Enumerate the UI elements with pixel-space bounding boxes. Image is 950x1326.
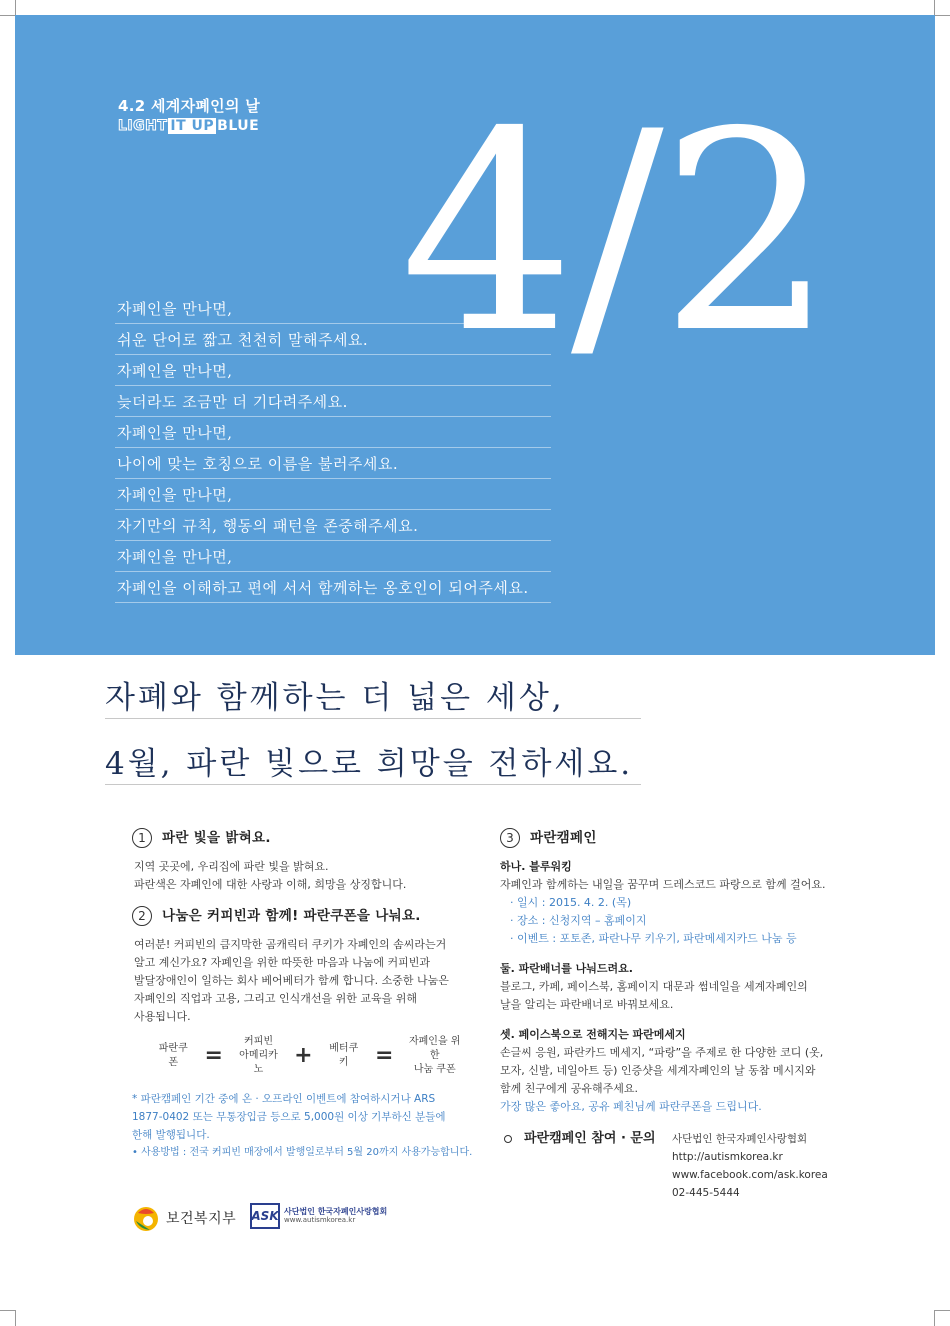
brand-it-up: IT UP <box>170 118 215 134</box>
crop-mark <box>934 1310 950 1311</box>
brand-light: LIGHT <box>118 118 168 134</box>
plus-sign: + <box>294 1043 313 1068</box>
section-number: 2 <box>132 906 152 926</box>
mohw-logo <box>132 1203 236 1233</box>
handwritten-line: 나이에 맞는 호칭으로 이름을 불러주세요. <box>115 448 551 479</box>
formula-cookie: 베터쿠키 <box>329 1043 359 1068</box>
right-column <box>500 826 830 1202</box>
handwritten-line: 늦더라도 조금만 더 기다려주세요. <box>115 386 551 417</box>
coupon-highlight: 가장 많은 좋아요, 공유 페친님께 파란쿠폰을 드립니다. <box>500 1100 762 1113</box>
sub-heading: 셋. 페이스북으로 전해지는 파란메세지 <box>500 1028 686 1041</box>
equals-sign: = <box>375 1043 394 1068</box>
section-number: 1 <box>132 828 152 848</box>
ask-badge: ASK <box>250 1203 280 1229</box>
crop-mark <box>0 1310 16 1311</box>
crop-mark <box>934 1310 935 1326</box>
section-2-body: 여러분! 커피빈의 큼지막한 곰캐릭터 쿠키가 자폐인의 솜씨라는거 알고 계신가요? 자폐인을 위한 따뜻한 마음과 나눔에 커피빈과 발달장애인이 일하는 회사 베어베터가 함께 합니다. 소중한 나눔은 자폐인의 직업과 고용, 그리고 인식개선을 위한 교육을 위해 사용됩니다. <box>134 938 449 1023</box>
contact-info <box>672 1130 828 1202</box>
crop-mark <box>15 1310 16 1326</box>
coupon-formula <box>156 1036 462 1076</box>
event-title: 4.2 세계자폐인의 날 <box>118 97 261 115</box>
sub-heading: 하나. 블루워킹 <box>500 860 572 873</box>
blue-banner: 둘. 파란배너를 나눠드려요. 블로그, 카페, 페이스북, 홈페이지 대문과 썸네일을 세계자폐인의 날을 알리는 파란배너로 바꿔보세요. <box>500 960 830 1014</box>
facebook-message: 셋. 페이스북으로 전해지는 파란메세지 손글씨 응원, 파란카드 메세지, “파랑”을 주제로 한 다양한 코디 (옷, 모자, 신발, 네일아트 등) 인증샷을 세계자폐인의 날 동참 메시지와 함께 친구에게 공유해주세요. 가장 많은 좋아요, 공유 페친님께 파란쿠폰을 드립니다. <box>500 1026 830 1116</box>
handwritten-line: 자폐인을 이해하고 편에 서서 함께하는 옹호인이 되어주세요. <box>115 572 551 603</box>
formula-result: 자폐인을 위한 나눔 쿠폰 <box>408 1036 461 1075</box>
formula-coupon: 파란쿠폰 <box>158 1043 188 1068</box>
big-date: 4/2 <box>400 73 831 393</box>
equals-sign: = <box>204 1043 223 1068</box>
section-title: 나눔은 커피빈과 함께! 파란쿠폰을 나눠요. <box>162 908 421 924</box>
section-number: 3 <box>500 828 520 848</box>
walking-details: · 일시 : 2015. 4. 2. (목) · 장소 : 신청지역 – 홈페이지 · 이벤트 : 포토존, 파란나무 키우기, 파란메세지카드 나눔 등 <box>510 896 797 945</box>
mohw-name: 보건복지부 <box>166 1211 237 1227</box>
ask-url: www.autismkorea.kr <box>284 1216 356 1224</box>
slogan-line: 자폐와 함께하는 더 넓은 세상, <box>105 672 633 738</box>
section-1-header <box>132 826 462 850</box>
section-title: 파란캠페인 <box>530 830 597 846</box>
blue-walking: 하나. 블루워킹 자폐인과 함께하는 내일을 꿈꾸며 드레스코드 파랑으로 함께 걸어요. · 일시 : 2015. 4. 2. (목) · 장소 : 신청지역 – 홈페이지 · 이벤트 : 포토존, 파란나무 키우기, 파란메세지카드 나눔 등 <box>500 858 830 948</box>
left-column <box>132 826 473 1162</box>
section-2-header <box>132 904 462 928</box>
crop-mark <box>0 15 16 16</box>
handwritten-line: 자폐인을 만나면, <box>115 355 551 386</box>
crop-mark <box>15 0 16 16</box>
handwritten-line: 자폐인을 만나면, <box>115 541 551 572</box>
handwritten-line: 자폐인을 만나면, <box>115 293 551 324</box>
handwritten-line: 쉬운 단어로 짧고 천천히 말해주세요. <box>115 324 551 355</box>
handwritten-line: 자폐인을 만나면, <box>115 479 551 510</box>
slogan-line: 4월, 파란 빛으로 희망을 전하세요. <box>105 738 633 804</box>
contact-block <box>500 1130 830 1202</box>
contact-facebook[interactable]: www.facebook.com/ask.korea <box>672 1169 828 1181</box>
section-3-header <box>500 826 830 850</box>
crop-mark <box>934 15 950 16</box>
light-it-up-blue-logo <box>118 117 259 135</box>
contact-url[interactable]: http://autismkorea.kr <box>672 1151 783 1163</box>
handwritten-line: 자기만의 규칙, 행동의 패턴을 존중해주세요. <box>115 510 551 541</box>
circle-bullet-icon <box>504 1135 512 1143</box>
section-title: 파란 빛을 밝혀요. <box>162 830 271 846</box>
contact-phone: 02-445-5444 <box>672 1187 740 1199</box>
handwritten-line: 자폐인을 만나면, <box>115 417 551 448</box>
hero-banner <box>15 15 935 655</box>
ask-name: 사단법인 한국자폐인사랑협회 <box>284 1207 388 1216</box>
coupon-notes: * 파란캠페인 기간 중에 온 · 오프라인 이벤트에 참여하시거나 ARS 1877-0402 또는 무통장입금 등으로 5,000원 이상 기부하신 분들에 한해 발행됩니다. • 사용방법 : 전국 커피빈 매장에서 발행일로부터 5월 20까지 사용가능합니다. <box>132 1093 473 1158</box>
handwritten-message <box>115 293 551 603</box>
formula-coffee: 커피빈 아메리카노 <box>239 1036 278 1075</box>
section-1-body: 지역 곳곳에, 우리집에 파란 빛을 밝혀요. 파란색은 자폐인에 대한 사랑과 이해, 희망을 상징합니다. <box>134 860 407 891</box>
crop-mark <box>934 0 935 16</box>
mohw-emblem-icon <box>132 1203 160 1233</box>
brand-blue: BLUE <box>217 118 260 134</box>
sub-heading: 둘. 파란배너를 나눠드려요. <box>500 962 633 975</box>
contact-org: 사단법인 한국자폐인사랑협회 <box>672 1133 808 1145</box>
slogan-block <box>105 672 633 804</box>
contact-label: 파란캠페인 참여 · 문의 <box>524 1131 656 1146</box>
ask-logo <box>250 1203 387 1229</box>
